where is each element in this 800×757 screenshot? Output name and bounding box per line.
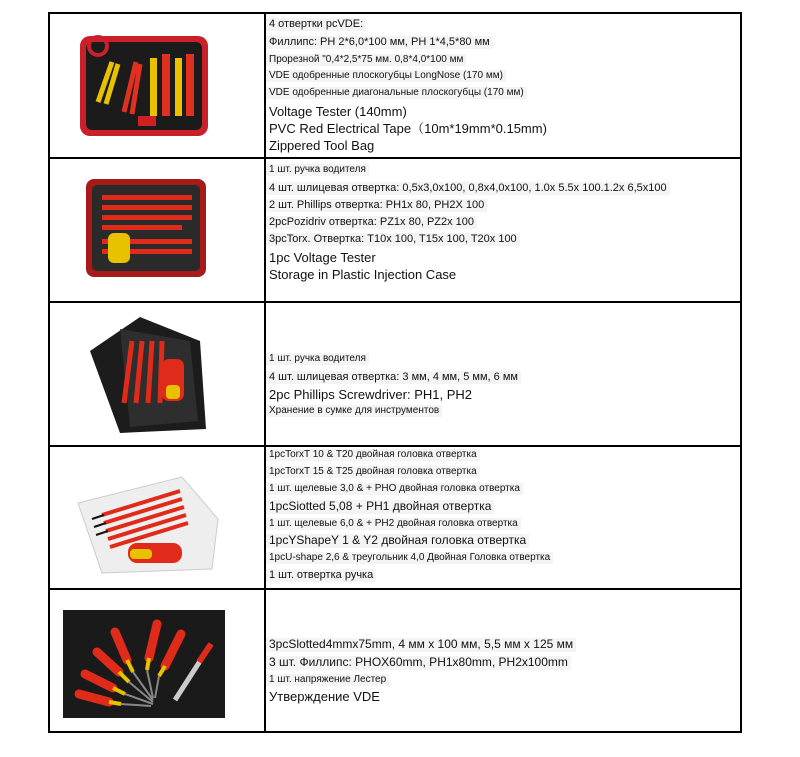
spec-line: Филлипс: PH 2*6,0*100 мм, PH 1*4,5*80 мм [266,36,493,49]
spec-line: 3 шт. Филлипс: PHOX60mm, PH1x80mm, PH2x100mm [266,656,571,670]
spec-line: 4 шт. шлицевая отвертка: 0,5x3,0x100, 0,8x4,0x100, 1.0x 5.5x 100.1.2x 6,5x100 [266,182,670,195]
spec-line: 1pcYShapeY 1 & Y2 двойная головка отвертка [266,534,529,548]
clear-case-bits-photo [72,469,222,577]
spec-line: Хранение в сумке для инструментов [266,405,442,417]
tool-bag-set-photo [78,32,210,140]
spec-line: 1 шт. ручка водителя [266,164,369,176]
product-table [48,12,742,733]
image-cell [50,14,264,157]
image-cell [50,590,264,733]
spec-line: 1 шт. отвертка ручка [266,569,376,582]
table-row [50,14,740,157]
screwdriver-fan-photo [63,610,225,718]
spec-line: 1pcTorxT 15 & T25 двойная головка отвертка [266,466,480,478]
spec-line: Утверждение VDE [269,689,380,704]
spec-line: 1pc Voltage Tester [269,250,376,265]
image-cell [50,447,264,588]
spec-line: 2pc Phillips Screwdriver: PH1, PH2 [269,387,473,402]
description-cell [266,159,740,301]
spec-line: 4 шт. шлицевая отвертка: 3 мм, 4 мм, 5 мм, 6 мм [266,371,521,384]
spec-line: VDE одобренные диагональные плоскогубцы (170 мм) [266,87,527,99]
plastic-case-set-photo [82,173,210,283]
spec-line: 1pcTorxT 10 & T20 двойная головка отвертка [266,449,480,461]
description-cell [266,14,740,157]
spec-line: 2pcPozidriv отвертка: PZ1x 80, PZ2x 100 [266,216,477,229]
table-row [50,159,740,301]
tool-pouch-set-photo [80,311,214,435]
spec-line: 1 шт. щелевые 3,0 & + PHO двойная головка отвертка [266,483,523,495]
table-row [50,447,740,588]
spec-line: Zippered Tool Bag [269,138,375,153]
image-cell [50,303,264,445]
spec-line: 1 шт. щелевые 6,0 & + PH2 двойная головка отвертка [266,518,521,530]
spec-line: 1 шт. напряжение Лестер [266,674,389,686]
spec-line: Storage in Plastic Injection Case [269,267,457,282]
image-cell [50,159,264,301]
description-cell [266,447,740,588]
spec-line: 2 шт. Phillips отвертка: PH1x 80, PH2X 100 [266,199,487,212]
description-cell [266,590,740,733]
description-cell [266,303,740,445]
spec-line: VDE одобренные плоскогубцы LongNose (170 мм) [266,70,506,82]
spec-line: 1 шт. ручка водителя [266,353,369,365]
spec-line: Прорезной "0,4*2,5*75 мм. 0,8*4,0*100 мм [266,54,466,66]
spec-line: 4 отвертки pcVDE: [266,18,366,31]
spec-line: 1pcU-shape 2,6 & треугольник 4,0 Двойная Головка отвертка [266,552,553,564]
spec-line: 3pcSlotted4mmx75mm, 4 мм x 100 мм, 5,5 мм x 125 мм [266,638,576,652]
spec-line: Voltage Tester (140mm) [269,104,407,119]
spec-line: 1pcSiotted 5,08 + PH1 двойная отвертка [266,500,494,514]
table-row [50,303,740,445]
table-row [50,590,740,733]
spec-line: PVC Red Electrical Tape（10m*19mm*0.15mm) [269,121,547,136]
spec-line: 3pcTorx. Отвертка: T10x 100, T15x 100, T20x 100 [266,233,520,246]
